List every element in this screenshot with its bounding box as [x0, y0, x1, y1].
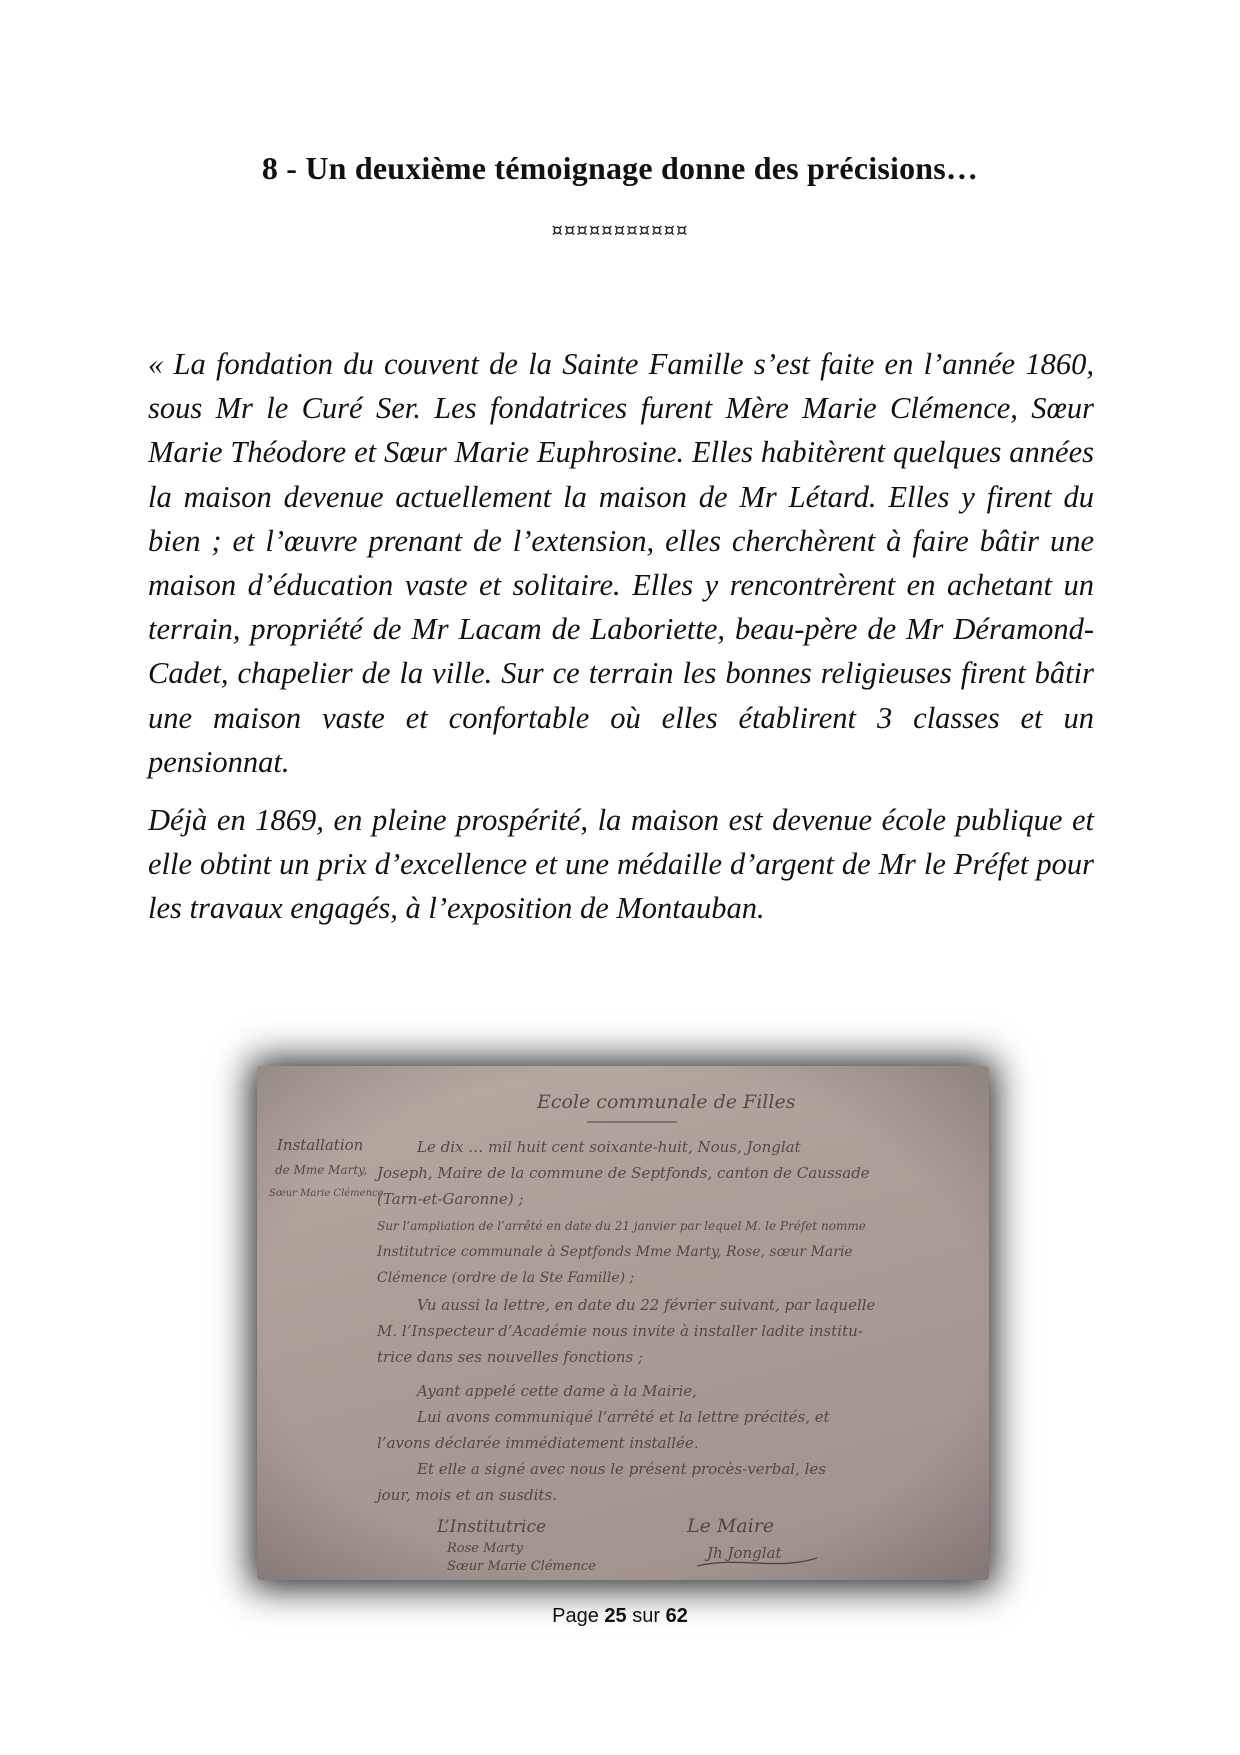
archive-photo-frame — [247, 1060, 999, 1590]
paragraph-2: Déjà en 1869, en pleine prospérité, la maison est devenue école publique et elle obtint un prix d’excellence et une médaille d’argent de Mr le Préfet pour les travaux engagés, à l’exposition de Montauban. — [148, 803, 1094, 926]
footer-prefix: Page — [552, 1605, 605, 1627]
handwritten-register-page — [257, 1066, 989, 1580]
footer-middle: sur — [626, 1605, 666, 1627]
page-footer — [0, 1605, 1240, 1628]
archive-register-photo — [257, 1066, 989, 1580]
paragraph-1: « La fondation du couvent de la Sainte Famille s’est faite en l’année 1860, sous Mr le Curé Ser. Les fondatrices furent Mère Marie Clémence, Sœur Marie Théodore et Sœur Marie Euphrosine. Elles habitèrent quelques années la maison devenue actuellement la maison de Mr Létard. Elles y firent du bien ; et l’œuvre prenant de l’extension, elles cherchèrent à faire bâtir une maison d’éducation vaste et solitaire. Elles y rencontrèrent en achetant un terrain, propriété de Mr Lacam de Laboriette, beau-père de Mr Déramond-Cadet, chapelier de la ville. Sur ce terrain les bonnes religieuses firent bâtir une maison vaste et confortable où elles établirent 3 classes et un pensionnat. — [148, 347, 1094, 779]
page-title: 8 - Un deuxième témoignage donne des précisions… — [261, 150, 979, 186]
testimony-text — [148, 342, 1094, 945]
footer-current-page: 25 — [604, 1605, 627, 1627]
title-ornament: ¤¤¤¤¤¤¤¤¤¤¤ — [551, 220, 689, 241]
footer-total-pages: 62 — [665, 1605, 688, 1627]
